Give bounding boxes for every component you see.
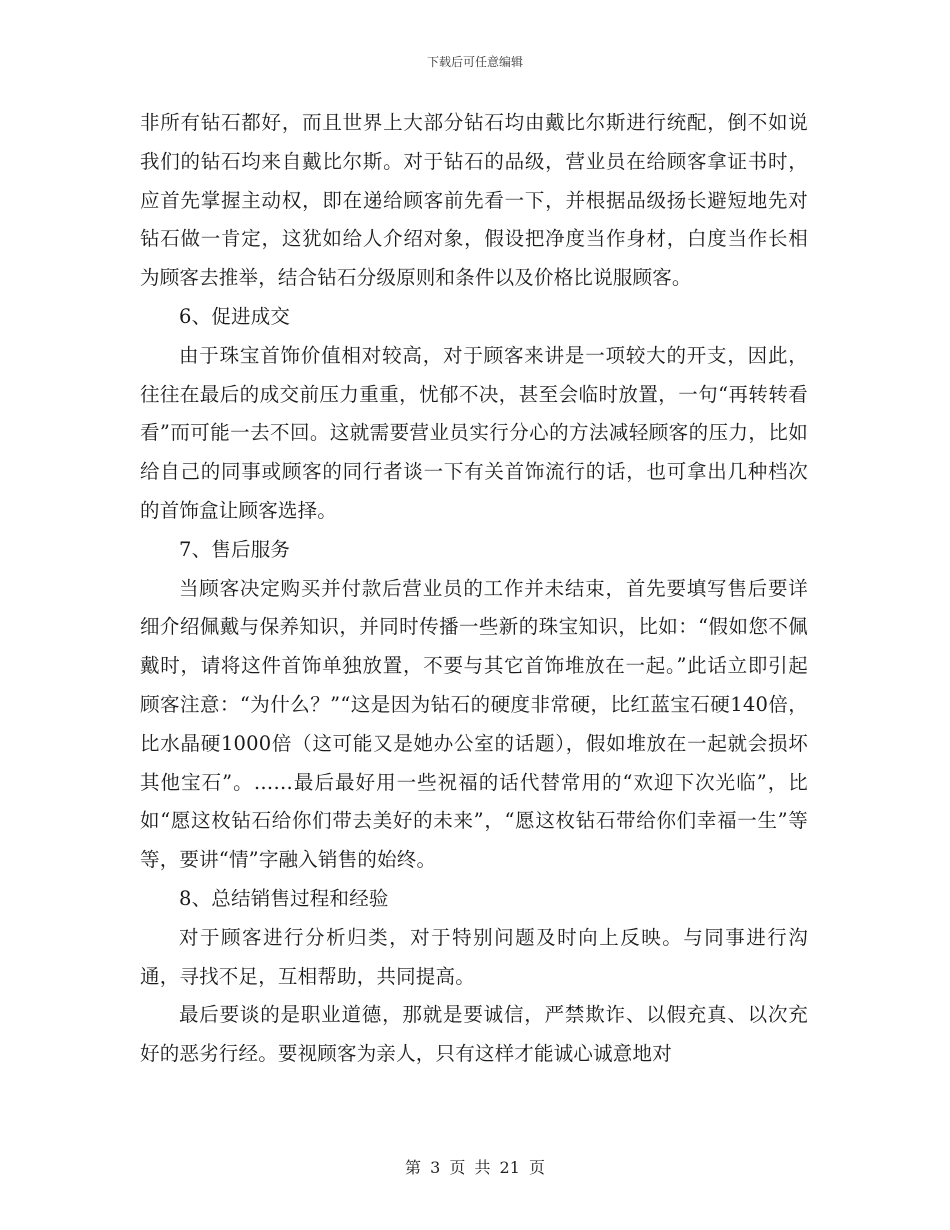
heading-after-sales: 7、售后服务 xyxy=(179,537,291,561)
paragraph-close-deal: 由于珠宝首饰价值相对较高，对于顾客来讲是一项较大的开支，因此，往往在最后的成交前压力重重，忧郁不决，甚至会临时放置，一句“再转转看看”而可能一去不回。这就需要营业员实行分心的方法减轻顾客的压力，比如给自己的同事或顾客的同行者谈一下有关首饰流行的话，也可拿出几种档次的首饰盒让顾客选择。 xyxy=(140,343,808,522)
heading-summary: 8、总结销售过程和经验 xyxy=(179,886,389,910)
paragraph-summary: 对于顾客进行分析归类，对于特别问题及时向上反映。与同事进行沟通，寻找不足，互相帮助，共同提高。 xyxy=(140,925,808,988)
paragraph-diamond-grading: 非所有钻石都好，而且世界上大部分钻石均由戴比尔斯进行统配，倒不如说我们的钻石均来自戴比尔斯。对于钻石的品级，营业员在给顾客拿证书时，应首先掌握主动权，即在递给顾客前先看一下，并根据品级扬长避短地先对钻石做一肯定，这犹如给人介绍对象，假设把净度当作身材，白度当作长相为顾客去推举，结合钻石分级原则和条件以及价格比说服顾客。 xyxy=(140,111,808,290)
heading-close-deal: 6、促进成交 xyxy=(179,304,291,328)
page-number: 第 3 页 共 21 页 xyxy=(405,1158,545,1177)
document-body xyxy=(140,104,808,1074)
paragraph-after-sales: 当顾客决定购买并付款后营业员的工作并未结束，首先要填写售后要详细介绍佩戴与保养知识，并同时传播一些新的珠宝知识，比如：“假如您不佩戴时，请将这件首饰单独放置，不要与其它首饰堆放在一起。”此话立即引起顾客注意：“为什么？”“这是因为钻石的硬度非常硬，比红蓝宝石硬140倍，比水晶硬1000倍（这可能又是她办公室的话题），假如堆放在一起就会损坏其他宝石”。……最后最好用一些祝福的话代替常用的“欢迎下次光临”，比如“愿这枚钻石给你们带去美好的未来”，“愿这枚钻石带给你们幸福一生”等等，要讲“情”字融入销售的始终。 xyxy=(140,576,808,872)
paragraph-ethics: 最后要谈的是职业道德，那就是要诚信，严禁欺诈、以假充真、以次充好的恶劣行经。要视顾客为亲人，只有这样才能诚心诚意地对 xyxy=(140,1003,808,1066)
page-header: 下载后可任意编辑 xyxy=(426,55,523,69)
